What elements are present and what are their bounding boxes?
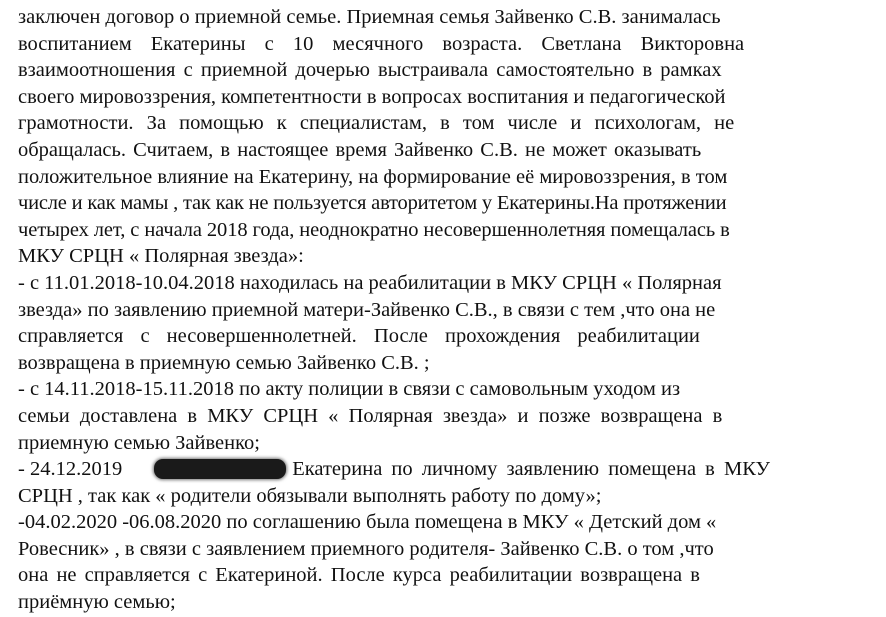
text-line <box>18 509 858 536</box>
text-content: приёмную семью; <box>18 591 176 614</box>
text-content: четырех лет, с начала 2018 года, неоднократно несовершеннолетняя помещалась в <box>18 218 730 241</box>
text-line <box>18 589 858 616</box>
text-content: возвращена в приемную семью Зайвенко С.В. ; <box>18 351 430 374</box>
text-content: Ровесник» , в связи с заявлением приемного родителя- Зайвенко С.В. о том ,что <box>18 537 714 560</box>
text-line <box>18 84 858 111</box>
text-line <box>18 190 858 217</box>
text-line <box>18 217 858 244</box>
text-line <box>18 297 858 324</box>
text-line <box>18 456 858 483</box>
text-line <box>18 562 858 589</box>
text-content: обращалась. Считаем, в настоящее время Зайвенко С.В. не может оказывать <box>18 138 702 161</box>
text-line <box>18 137 858 164</box>
text-content: звезда» по заявлению приемной матери-Зайвенко С.В., в связи с тем ,что она не <box>18 298 716 321</box>
text-line <box>18 4 858 31</box>
text-line <box>18 243 858 270</box>
text-line <box>18 536 858 563</box>
text-content: - с 11.01.2018-10.04.2018 находилась на реабилитации в МКУ СРЦН « Полярная <box>18 271 722 294</box>
text-content: она не справляется с Екатериной. После курса реабилитации возвращена в <box>18 564 700 587</box>
text-line <box>18 110 858 137</box>
text-line <box>18 31 858 58</box>
text-content: СРЦН , так как « родители обязывали выполнять работу по дому»; <box>18 484 602 507</box>
text-line <box>18 483 858 510</box>
text-line <box>18 403 858 430</box>
text-content: -04.02.2020 -06.08.2020 по соглашению была помещена в МКУ « Детский дом « <box>18 511 717 534</box>
text-line <box>18 350 858 377</box>
text-line <box>18 430 858 457</box>
text-line <box>18 376 858 403</box>
text-content: грамотности. За помощью к специалистам, в том числе и психологам, не <box>18 112 735 135</box>
redaction-mark <box>154 459 286 479</box>
text-content: заключен договор о приемной семье. Приемная семья Зайвенко С.В. занималась <box>18 6 721 28</box>
text-content: положительное влияние на Екатерину, на формирование её мировоззрения, в том <box>18 165 728 188</box>
text-line <box>18 164 858 191</box>
text-content: взаимоотношения с приемной дочерью выстраивала самостоятельно в рамках <box>18 59 722 82</box>
text-content: числе и как мамы , так как не пользуется авторитетом у Екатерины.На протяжении <box>18 192 727 215</box>
text-line <box>18 270 858 297</box>
text-content: семьи доставлена в МКУ СРЦН « Полярная звезда» и позже возвращена в <box>18 404 723 427</box>
document-page <box>18 4 858 616</box>
text-line <box>18 323 858 350</box>
text-content: - 24.12.2019 <box>18 458 123 481</box>
text-content: справляется с несовершеннолетней. После прохождения реабилитации <box>18 325 700 348</box>
text-content: воспитанием Екатерины с 10 месячного возраста. Светлана Викторовна <box>18 32 745 55</box>
text-line <box>18 57 858 84</box>
text-content: приемную семью Зайвенко; <box>18 431 260 454</box>
text-content: своего мировоззрения, компетентности в вопросах воспитания и педагогической <box>18 85 726 108</box>
text-content: Екатерина по личному заявлению помещена в МКУ <box>292 458 770 481</box>
text-content: - с 14.11.2018-15.11.2018 по акту полиции в связи с самовольным уходом из <box>18 378 681 401</box>
text-content: МКУ СРЦН « Полярная звезда»: <box>18 245 304 268</box>
